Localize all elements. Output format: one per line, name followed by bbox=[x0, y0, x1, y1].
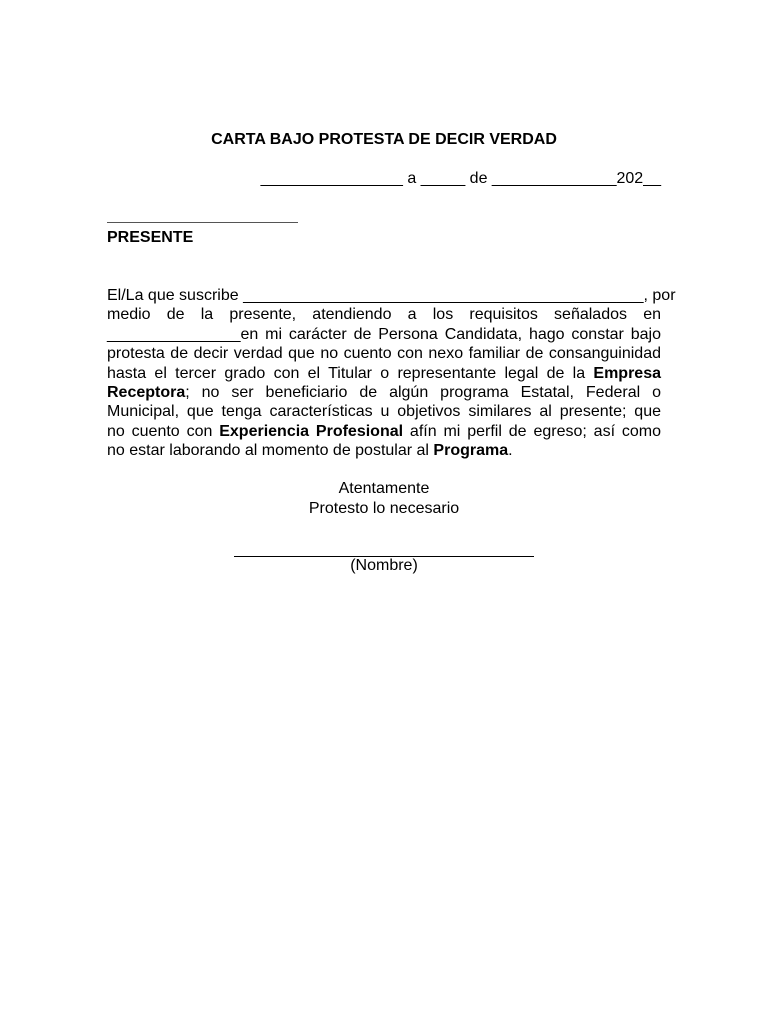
body-text-segment: no estar laborando al momento de postular al bbox=[107, 442, 434, 460]
body-text-segment: El/La que suscribe bbox=[107, 287, 244, 304]
date-place-line: ________________ a _____ de ______________202__ bbox=[260, 170, 661, 187]
signature-name-label: (Nombre) bbox=[350, 557, 418, 574]
body-text-segment: Municipal, que tenga características u objetivos similares al presente; que bbox=[107, 403, 661, 421]
body-text-segment: afín mi perfil de egreso; así como bbox=[403, 422, 662, 440]
name-blank: _____________________________________________ bbox=[243, 287, 644, 304]
body-line-2 bbox=[107, 305, 661, 324]
bold-term-programa: Programa bbox=[433, 442, 509, 460]
closing-line-2: Protesto lo necesario bbox=[308, 500, 460, 517]
body-text-segment: , por bbox=[643, 287, 676, 304]
addressee-label: PRESENTE bbox=[107, 229, 194, 246]
closing-line-1: Atentamente bbox=[338, 480, 430, 497]
body-text-segment: . bbox=[508, 442, 513, 460]
body-text-segment: ; no ser beneficiario de algún programa Estatal, Federal o bbox=[185, 384, 661, 402]
bold-term-receptora: Receptora bbox=[107, 384, 186, 402]
requirements-blank: _______________ bbox=[107, 325, 241, 343]
signature-line bbox=[234, 540, 534, 557]
body-text-segment: en mi carácter de Persona Candidata, hago constar bajo bbox=[240, 325, 661, 343]
body-line-4 bbox=[107, 344, 661, 363]
body-line-8 bbox=[107, 422, 661, 441]
bold-term-empresa: Empresa bbox=[593, 364, 661, 382]
body-text-segment: protesta de decir verdad que no cuento con nexo familiar de consanguinidad bbox=[107, 345, 661, 363]
closing-block bbox=[0, 479, 768, 519]
body-line-9 bbox=[107, 441, 661, 460]
addressee-blank-line bbox=[107, 208, 298, 223]
body-line-6 bbox=[107, 383, 661, 402]
body-text-segment: hasta el tercer grado con el Titular o representante legal de la bbox=[107, 364, 594, 382]
bold-term-experiencia: Experiencia Profesional bbox=[219, 422, 404, 440]
body-line-1 bbox=[107, 286, 676, 305]
body-line-5 bbox=[107, 364, 661, 383]
body-text-segment: medio de la presente, atendiendo a los requisitos señalados en bbox=[107, 306, 661, 324]
body-line-7 bbox=[107, 402, 661, 421]
body-text-segment: no cuento con bbox=[107, 422, 220, 440]
body-paragraph bbox=[107, 286, 676, 461]
body-line-3 bbox=[107, 325, 661, 344]
document-title: CARTA BAJO PROTESTA DE DECIR VERDAD bbox=[211, 131, 557, 148]
